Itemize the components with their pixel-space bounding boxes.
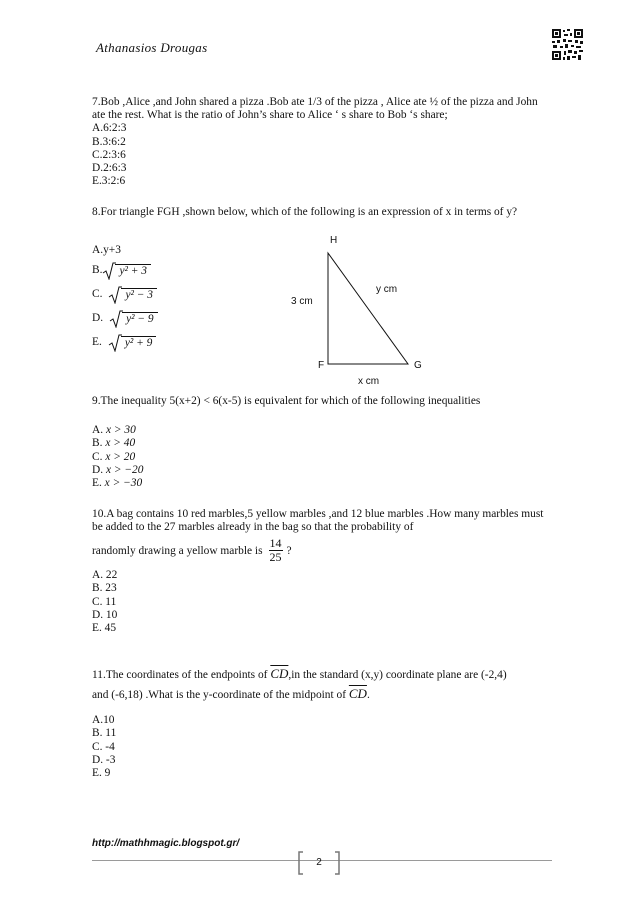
vertex-f-label: F: [318, 360, 325, 371]
question-7-option-e: E.3:2:6: [92, 175, 126, 188]
question-11-text-a: 11.The coordinates of the endpoints of: [92, 669, 268, 681]
option-label: B.: [92, 437, 103, 450]
question-10-option-e: E. 45: [92, 622, 117, 635]
option-label: A.: [92, 424, 104, 436]
option-expression: x > 40: [105, 437, 136, 450]
question-10-option-d: D. 10: [92, 608, 118, 621]
question-11-option-c: C. -4: [92, 740, 115, 753]
option-label: C.: [92, 450, 103, 463]
question-10-text-3: ?: [286, 544, 292, 557]
question-10-probability-line: [92, 537, 292, 564]
question-11-line-1: [92, 666, 507, 682]
segment-cd: $\overline{CD}$: [348, 686, 367, 701]
question-9-option-e: [92, 477, 143, 490]
question-7-text: 7.Bob ,Alice ,and John shared a pizza .Bob ate 1/3 of the pizza , Alice ate ½ of the pizza and John ate the rest. What is the ratio of John’s share to Alice ‘ s share to Bob ‘s share;: [92, 96, 538, 122]
option-label: B.: [92, 264, 103, 277]
radicand: y² − 9: [122, 312, 158, 326]
question-7-option-b: B.3:6:2: [92, 135, 126, 148]
option-label: E.: [92, 477, 102, 490]
side-fg-label: x cm: [358, 376, 380, 387]
segment-cd: $\overline{CD}$: [270, 666, 289, 681]
option-expression: x > −30: [104, 477, 143, 490]
option-label: D.: [92, 312, 104, 325]
question-8-option-e: [92, 334, 156, 352]
question-10-text: 10.A bag contains 10 red marbles,5 yellow marbles ,and 12 blue marbles .How many marbles must be added to the 27 marbles already in the bag so that the probability of: [92, 508, 544, 534]
option-expression: x > 30: [105, 424, 136, 436]
question-11-options: [92, 714, 116, 780]
fraction-14-25: [269, 537, 283, 564]
question-7: [92, 96, 552, 188]
question-10-text-2: randomly drawing a yellow marble is: [92, 544, 263, 557]
question-8-option-c: [92, 286, 157, 304]
fraction-numerator: 14: [269, 536, 282, 550]
page-number: 2: [316, 857, 322, 868]
option-label: C.: [92, 288, 103, 301]
question-9-text: 9.The inequality 5(x+2) < 6(x-5) is equivalent for which of the following inequalities: [92, 395, 481, 407]
radical-sign-icon: [108, 286, 122, 304]
question-7-option-d: D.2:6:3: [92, 162, 127, 175]
qr-code-icon: [551, 28, 584, 61]
radicand: y² + 3: [115, 264, 151, 278]
radicand: y² + 9: [121, 336, 157, 350]
question-11-option-e: E. 9: [92, 767, 111, 780]
question-11-text-c: and (-6,18) .What is the y-coordinate of the midpoint of: [92, 689, 347, 701]
question-11-option-b: B. 11: [92, 727, 117, 740]
question-9-option-d: [92, 464, 143, 477]
author-name: Athanasios Drougas: [96, 40, 208, 55]
question-11-text-d: .: [366, 689, 370, 701]
question-8-option-a: A.y+3: [92, 244, 121, 256]
question-9-option-b: [92, 437, 143, 450]
question-10-option-c: C. 11: [92, 595, 117, 608]
option-expression: x > −20: [105, 463, 144, 476]
option-label: E.: [92, 336, 102, 349]
side-hg-label: y cm: [376, 284, 398, 295]
radicand: y² − 3: [121, 288, 157, 302]
question-8-option-b: [92, 262, 151, 280]
question-8-option-d: [92, 310, 158, 328]
question-9-option-a: [92, 424, 143, 437]
question-10-option-a: A. 22: [92, 569, 118, 581]
vertex-g-label: G: [414, 360, 422, 371]
option-label: D.: [92, 463, 104, 476]
footer-url[interactable]: http://mathhmagic.blogspot.gr/: [92, 838, 240, 849]
question-9-option-c: [92, 451, 143, 464]
radical-sign-icon: [109, 310, 123, 328]
question-9-options: [92, 424, 143, 490]
vertex-h-label: H: [330, 235, 338, 246]
triangle-fgh-diagram: [320, 247, 410, 367]
question-11-option-d: D. -3: [92, 753, 116, 766]
radical-sign-icon: [108, 334, 122, 352]
fraction-denominator: 25: [269, 550, 282, 564]
question-7-option-c: C.2:3:6: [92, 148, 126, 161]
side-fh-label: 3 cm: [291, 296, 313, 307]
question-10-option-b: B. 23: [92, 582, 117, 595]
question-8-text: 8.For triangle FGH ,shown below, which of the following is an expression of x in terms of y?: [92, 206, 518, 218]
question-10-options: [92, 569, 117, 635]
question-11-text-b: ,in the standard (x,y) coordinate plane are (-2,4): [288, 669, 507, 681]
question-11-option-a: A.10: [92, 714, 115, 726]
radical-sign-icon: [102, 262, 116, 280]
option-expression: x > 20: [105, 450, 136, 463]
question-7-option-a: A.6:2:3: [92, 122, 127, 135]
question-11-line-2: [92, 686, 370, 702]
